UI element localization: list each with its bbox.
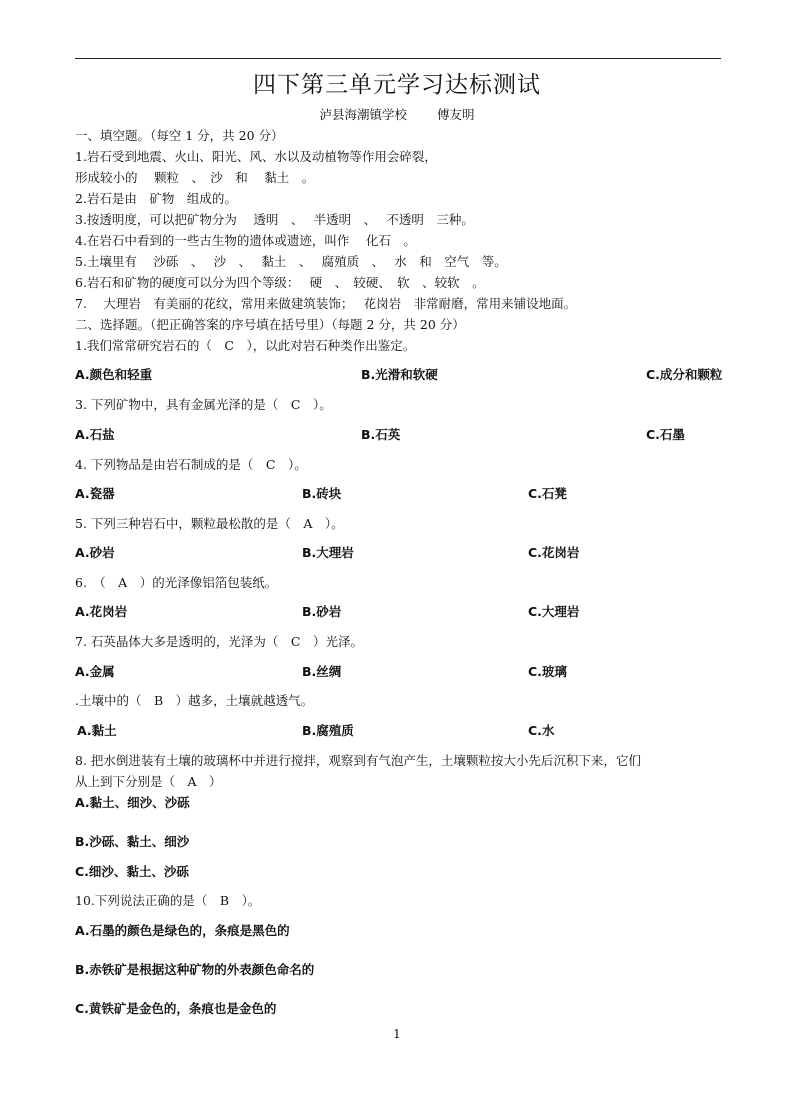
section-fill-heading: 一、填空题。（每空 1 分，共 20 分）: [75, 128, 284, 143]
choice-q10-option-a: A.石墨的颜色是绿色的，条痕是黑色的: [75, 923, 290, 938]
author-school: 泸县海潮镇学校: [319, 107, 407, 122]
choice-q8-line2: 从上到下分别是（ A ）: [75, 774, 222, 789]
choice-option-a: A.瓷器: [75, 486, 115, 501]
choice-option-b: B.光滑和软硬: [361, 367, 438, 382]
choice-q8-option-c: C.细沙、黏土、沙砾: [75, 864, 189, 879]
choice-question: 7. 石英晶体大多是透明的，光泽为（ C ）光泽。: [75, 634, 363, 649]
choice-question: 5. 下列三种岩石中，颗粒最松散的是（ A ）。: [75, 516, 344, 531]
choice-option-a: A.黏土: [77, 723, 117, 738]
choice-option-c: C.石凳: [528, 486, 567, 501]
choice-option-c: C.花岗岩: [528, 545, 580, 560]
fill-q1-line1: 1.岩石受到地震、火山、阳光、风、水以及动植物等作用会碎裂，: [75, 149, 437, 164]
author-line: [0, 105, 794, 123]
choice-option-a: A.金属: [75, 664, 115, 679]
choice-option-c: C.石墨: [646, 427, 685, 442]
choice-question: 3. 下列矿物中，具有金属光泽的是（ C ）。: [75, 397, 332, 412]
fill-q1-line2: 形成较小的 颗粒 、 沙 和 黏土 。: [75, 170, 315, 185]
header-rule: [75, 58, 721, 59]
choice-question: 6. （ A ）的光泽像铝箔包装纸。: [75, 575, 278, 590]
choice-q8-option-a: A.黏土、细沙、沙砾: [75, 795, 190, 810]
choice-option-c: C.水: [528, 723, 555, 738]
choice-option-a: A.颜色和轻重: [75, 367, 153, 382]
fill-q4: 4.在岩石中看到的一些古生物的遗体或遗迹，叫作 化石 。: [75, 233, 416, 248]
choice-option-b: B.大理岩: [302, 545, 354, 560]
choice-option-a: A.石盐: [75, 427, 115, 442]
choice-option-c: C.成分和颗粒: [646, 367, 723, 382]
choice-option-c: C.大理岩: [528, 604, 580, 619]
choice-option-b: B.石英: [361, 427, 401, 442]
choice-option-b: B.砂岩: [302, 604, 342, 619]
choice-q10-option-b: B.赤铁矿是根据这种矿物的外表颜色命名的: [75, 962, 315, 977]
choice-option-b: B.砖块: [302, 486, 342, 501]
fill-q2: 2.岩石是由 矿物 组成的。: [75, 191, 237, 206]
choice-question: 4. 下列物品是由岩石制成的是（ C ）。: [75, 457, 307, 472]
choice-q8-line1: 8. 把水倒进装有土壤的玻璃杯中并进行搅拌，观察到有气泡产生，土壤颗粒按大小先后沉积下来，它们: [75, 753, 641, 768]
choice-option-b: B.腐殖质: [302, 723, 354, 738]
page-title: 四下第三单元学习达标测试: [253, 72, 541, 98]
fill-q3: 3.按透明度，可以把矿物分为 透明 、 半透明 、 不透明 三种。: [75, 212, 474, 227]
choice-question: 1.我们常常研究岩石的（ C ），以此对岩石种类作出鉴定。: [75, 338, 416, 353]
page-number: 1: [393, 1027, 401, 1041]
choice-option-c: C.玻璃: [528, 664, 567, 679]
choice-q10-option-c: C.黄铁矿是金色的，条痕也是金色的: [75, 1001, 277, 1016]
choice-option-b: B.丝绸: [302, 664, 342, 679]
choice-q10: 10.下列说法正确的是（ B ）。: [75, 893, 261, 908]
choice-q8-option-b: B.沙砾、黏土、细沙: [75, 834, 190, 849]
fill-q6: 6.岩石和矿物的硬度可以分为四个等级： 硬 、 较硬、 软 、较软 。: [75, 275, 485, 290]
choice-question: .土壤中的（ B ）越多，土壤就越透气。: [75, 693, 314, 708]
fill-q7: 7. 大理岩 有美丽的花纹，常用来做建筑装饰； 花岗岩 非常耐磨，常用来铺设地面。: [75, 296, 577, 311]
choice-option-a: A.砂岩: [75, 545, 115, 560]
section-choice-heading: 二、选择题。（把正确答案的序号填在括号里）（每题 2 分，共 20 分）: [75, 317, 465, 332]
choice-option-a: A.花岗岩: [75, 604, 128, 619]
author-name: 傅友明: [437, 107, 475, 122]
fill-q5: 5.土壤里有 沙砾 、 沙 、 黏土 、 腐殖质 、 水 和 空气 等。: [75, 254, 507, 269]
